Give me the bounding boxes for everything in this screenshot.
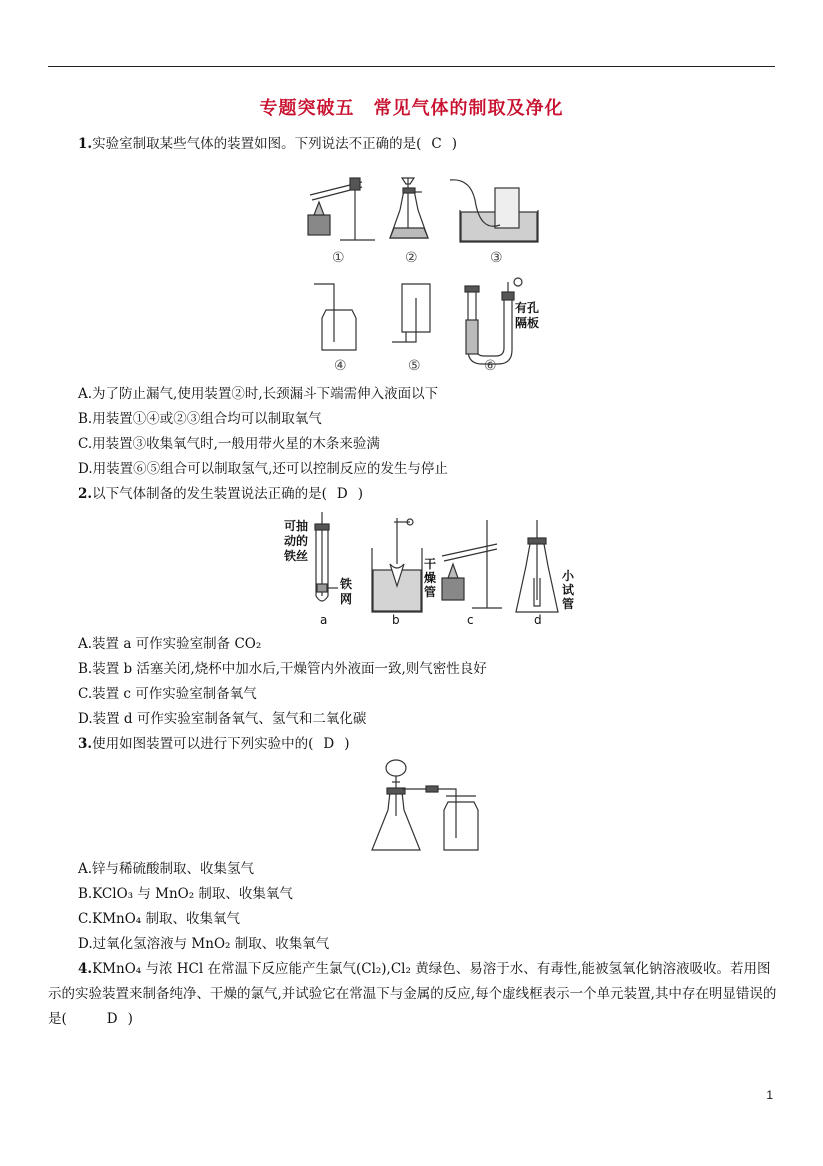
apparatus-flask-with-separatory-funnel (372, 760, 456, 850)
q1-option-d: D.用装置⑥⑤组合可以制取氢气,还可以控制反应的发生与停止 (78, 461, 448, 477)
fig-a-note-3: 铁丝 (284, 549, 309, 563)
q2-option-a: A.装置 a 可作实验室制备 CO₂ (78, 636, 262, 652)
fig-a-note-1: 可抽 (284, 519, 309, 533)
q1-option-b: B.用装置①④或②③组合均可以制取氧气 (78, 411, 322, 427)
q3-option-d: D.过氧化氢溶液与 MnO₂ 制取、收集氧气 (78, 936, 330, 952)
question-2-stem (78, 485, 363, 503)
answer-letter: C (431, 136, 442, 152)
q3-option-c: C.KMnO₄ 制取、收集氧气 (78, 911, 241, 927)
fig-a-net-1: 铁 (340, 577, 353, 591)
fig-b-note-1: 干 (424, 557, 437, 571)
question-3-stem (78, 735, 349, 753)
page-title: 专题突破五 常见气体的制取及净化 (259, 98, 564, 119)
apparatus-b-beaker-drying-tube (372, 518, 422, 612)
label-apparatus-2: ② (405, 250, 418, 266)
apparatus-d-flask-small-tube (516, 520, 558, 612)
q2-option-d: D.装置 d 可作实验室制备氧气、氢气和二氧化碳 (78, 711, 367, 727)
header-rule (48, 66, 775, 67)
question-2-apparatus (282, 508, 582, 628)
fig-a-note-2: 动的 (284, 534, 309, 548)
question-text: 使用如图装置可以进行下列实验中的( (92, 736, 314, 752)
question-number: 4. (78, 961, 93, 977)
close-paren: ) (127, 1011, 133, 1027)
label-apparatus-1: ① (332, 250, 345, 266)
close-paren: ) (357, 486, 363, 502)
q1-option-c: C.用装置③收集氧气时,一般用带火星的木条来验满 (78, 436, 380, 452)
fig-b-note-2: 燥 (424, 571, 437, 585)
page-number: 1 (766, 1088, 773, 1102)
q2-option-b: B.装置 b 活塞关闭,烧杯中加水后,干燥管内外液面一致,则气密性良好 (78, 661, 487, 677)
apparatus-collection-bottle (444, 796, 478, 850)
question-4 (48, 957, 778, 1032)
label-apparatus-6: ⑥ (484, 358, 497, 374)
q1-option-a: A.为了防止漏气,使用装置②时,长颈漏斗下端需伸入液面以下 (78, 386, 439, 402)
label-c: c (467, 613, 474, 627)
question-text: KMnO₄ 与浓 HCl 在常温下反应能产生氯气(Cl₂),Cl₂ 黄绿色、易溶于水、有毒性,能被氢氧化钠溶液吸收。若用图示的实验装置来制备纯净、干燥的氯气,并试验它在常温下与金属的反应,每个虚线框表示一个单元装置,其中存在明显错误的是( (48, 961, 777, 1027)
fig6-note-line-1: 有孔 (515, 301, 540, 315)
q3-option-a: A.锌与稀硫酸制取、收集氢气 (78, 861, 255, 877)
q2-option-c: C.装置 c 可作实验室制备氧气 (78, 686, 257, 702)
apparatus-1-heating-tube (308, 178, 375, 240)
question-text: 以下气体制备的发生装置说法正确的是( (92, 486, 327, 502)
fig-d-note-3: 管 (562, 597, 575, 611)
apparatus-a-test-tube (315, 512, 338, 601)
label-d: d (534, 613, 542, 627)
apparatus-5-downward-collection-bottle (392, 284, 430, 342)
label-apparatus-5: ⑤ (408, 358, 421, 374)
question-number: 2. (78, 486, 93, 502)
question-text: 实验室制取某些气体的装置如图。下列说法不正确的是( (92, 136, 422, 152)
answer-letter: D (323, 736, 335, 752)
fig-d-note-2: 试 (562, 583, 575, 597)
question-number: 1. (78, 136, 93, 152)
label-apparatus-4: ④ (334, 358, 347, 374)
fig-b-note-3: 管 (424, 585, 437, 599)
q3-option-b: B.KClO₃ 与 MnO₂ 制取、收集氧气 (78, 886, 293, 902)
question-number: 3. (78, 736, 93, 752)
answer-letter: D (106, 1011, 118, 1027)
apparatus-6-u-tube (465, 278, 522, 364)
answer-letter: D (336, 486, 348, 502)
apparatus-2-flask (390, 178, 428, 238)
label-apparatus-3: ③ (490, 250, 503, 266)
label-b: b (392, 613, 400, 627)
fig6-note-line-2: 隔板 (515, 316, 540, 330)
close-paren: ) (344, 736, 350, 752)
fig-d-note-1: 小 (562, 569, 575, 583)
question-1-apparatus-row-2 (300, 272, 550, 377)
apparatus-4-upward-collection-bottle (314, 284, 356, 350)
label-a: a (320, 613, 328, 627)
question-1-stem (78, 135, 457, 153)
apparatus-c-heating-setup (442, 520, 502, 608)
question-3-apparatus (368, 758, 488, 858)
close-paren: ) (451, 136, 457, 152)
fig-a-net-2: 网 (340, 592, 353, 606)
apparatus-3-water-trough (450, 180, 538, 242)
question-1-apparatus-row-1 (300, 170, 540, 270)
